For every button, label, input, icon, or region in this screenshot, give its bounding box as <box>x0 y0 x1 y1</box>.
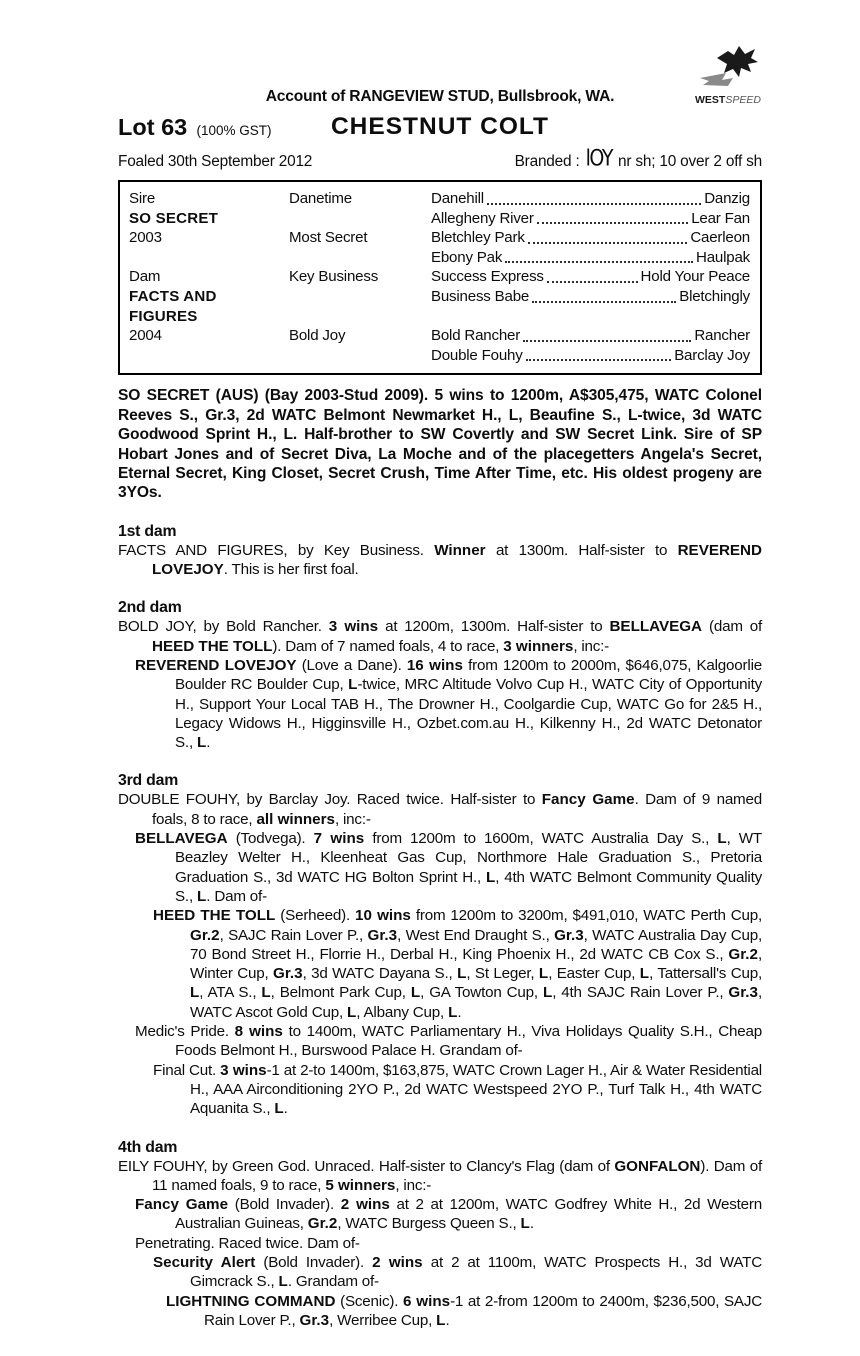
gp-sire: Hold Your Peace <box>640 268 750 286</box>
pedigree-grandparents <box>431 209 750 229</box>
gp-name: Success Express <box>431 268 544 286</box>
entry-medics-pride: Medic's Pride. 8 wins to 1400m, WATC Parliamentary H., Viva Holidays Quality S.H., Cheap Foods Belmont H., Burswood Palace H. Grandam of- <box>135 1023 762 1060</box>
pedigree-row <box>129 189 750 209</box>
gp-name: Bletchley Park <box>431 229 525 247</box>
section-heading-4th-dam: 4th dam <box>118 1138 178 1156</box>
entry-penetrating: Penetrating. Raced twice. Dam of- <box>135 1234 360 1252</box>
gp-sire: Lear Fan <box>691 209 750 227</box>
section-heading-1st-dam: 1st dam <box>118 522 177 540</box>
entry-final-cut: Final Cut. 3 wins-1 at 2-to 1400m, $163,875, WATC Crown Lager H., Air & Water Residential H., AAA Airconditioning 2YO P., 2d WATC Westspeed 2YO P., Turf Talk H., 4th WATC Aquanita S., L. <box>153 1061 762 1118</box>
pedigree-grandparents <box>431 287 750 307</box>
brand-mark: lOY <box>585 145 612 172</box>
leader-dots <box>537 222 688 224</box>
section-heading-3rd-dam: 3rd dam <box>118 772 179 790</box>
pedigree-row <box>129 228 750 248</box>
leader-dots <box>547 281 638 283</box>
entry-eily-fouhy: EILY FOUHY, by Green God. Unraced. Half-sister to Clancy's Flag (dam of GONFALON). Dam of 11 named foals, 9 to race, 5 winners, inc:- <box>118 1157 762 1194</box>
gp-name: Bold Rancher <box>431 327 521 345</box>
sire-name: SO SECRET <box>129 209 219 227</box>
gst-note: (100% GST) <box>196 123 272 138</box>
leader-dots <box>523 340 691 342</box>
logo-west-text: WEST <box>695 94 726 106</box>
pedigree-row <box>129 248 750 268</box>
gp-sire: Danzig <box>704 190 750 207</box>
foaled-branded-row <box>118 145 762 172</box>
leader-dots <box>487 203 701 205</box>
section-heading-2nd-dam: 2nd dam <box>118 599 182 617</box>
gp-name: Allegheny River <box>431 209 534 227</box>
pedigree-grandparents <box>431 346 750 366</box>
gp-name: Danehill <box>431 190 484 207</box>
branded-prefix: Branded : <box>514 153 580 170</box>
pedigree-parent: Most Secret <box>289 229 368 247</box>
pedigree-grandparents <box>431 326 750 346</box>
entry-reverend-lovejoy: REVEREND LOVEJOY (Love a Dane). 16 wins from 1200m to 2000m, $646,075, Kalgoorlie Boulder RC Boulder Cup, L-twice, MRC Altitude Volvo Cup H., WATC City of Opportunity H., Support Your Local TAB H., The Drowner H., Coolgardie Cup, WATC Go for 2&5 H., Legacy Widows H., Higginsville H., Ozbet.com.au H., Kilkenny H., 2d WATC Detonator S., L. <box>135 656 762 752</box>
entry-lightning-command: LIGHTNING COMMAND (Scenic). 6 wins-1 at 2-from 1200m to 2400m, $236,500, SAJC Rain Lover P., Gr.3, Werribee Cup, L. <box>166 1292 762 1329</box>
pedigree-row <box>129 287 750 326</box>
pedigree-parent: Bold Joy <box>289 327 346 345</box>
entry-facts-and-figures: FACTS AND FIGURES, by Key Business. Winner at 1300m. Half-sister to REVEREND LOVEJOY. This is her first foal. <box>118 541 762 579</box>
dam-year: 2004 <box>129 327 162 345</box>
leader-dots <box>528 242 688 244</box>
entry-double-fouhy: DOUBLE FOUHY, by Barclay Joy. Raced twice. Half-sister to Fancy Game. Dam of 9 named foals, 8 to race, all winners, inc:- <box>118 791 763 828</box>
sire-year: 2003 <box>129 229 162 247</box>
lot-number: Lot 63 <box>118 114 188 140</box>
pedigree-row <box>129 267 750 287</box>
horse-title: CHESTNUT COLT <box>330 113 550 140</box>
dam-name: FACTS AND FIGURES <box>129 287 217 325</box>
pedigree-grandparents <box>431 228 750 248</box>
section-3rd-dam <box>118 771 762 1118</box>
pedigree-row <box>129 326 750 346</box>
page-content <box>118 88 762 1330</box>
account-line: Account of RANGEVIEW STUD, Bullsbrook, WA. <box>265 88 615 105</box>
logo-speed-text: SPEED <box>725 94 761 106</box>
pedigree-row <box>129 209 750 229</box>
foaled-date: Foaled 30th September 2012 <box>118 153 313 170</box>
gp-name: Ebony Pak <box>431 248 503 266</box>
pedigree-grandparents <box>431 267 750 287</box>
leader-dots <box>526 359 672 361</box>
gp-sire: Rancher <box>694 327 750 345</box>
gp-sire: Caerleon <box>690 229 750 247</box>
gp-name: Business Babe <box>431 287 530 305</box>
pedigree-table <box>118 180 762 375</box>
sire-summary: SO SECRET (AUS) (Bay 2003-Stud 2009). 5 wins to 1200m, A$305,475, WATC Colonel Reeves S., Gr.3, 2d WATC Belmont Newmarket H., L, Beaufine S., L-twice, 3d WATC Goodwood Sprint H., L. Half-brother to SW Covertly and SW Secret Link. Sire of SP Hobart Jones and of Secret Diva, La Moche and of the placegetters Angela's Secret, Eternal Secret, King Closet, Secret Crush, Time After Time, etc. His oldest progeny are 3YOs. <box>118 387 762 502</box>
pedigree-grandparents <box>431 248 750 268</box>
pedigree-role: Sire <box>129 190 156 207</box>
westspeed-emblem-icon <box>695 42 761 94</box>
gp-sire: Haulpak <box>696 248 750 266</box>
lot-header-row <box>118 109 762 143</box>
section-1st-dam <box>118 522 762 580</box>
pedigree-parent: Key Business <box>289 268 379 286</box>
branded-suffix: nr sh; 10 over 2 off sh <box>618 153 762 170</box>
gp-sire: Barclay Joy <box>674 346 750 364</box>
entry-bellavega: BELLAVEGA (Todvega). 7 wins from 1200m to 1600m, WATC Australia Day S., L, WT Beazley Welter H., Kleenheat Gas Cup, Northmore Hale Graduation S., Pretoria Graduation S., 3d WATC HG Bolton Sprint H., L, 4th WATC Belmont Community Quality S., L. Dam of- <box>135 830 762 905</box>
pedigree-row <box>129 346 750 366</box>
leader-dots <box>532 301 676 303</box>
section-4th-dam <box>118 1138 762 1331</box>
branded-info <box>514 145 762 172</box>
gp-name: Double Fouhy <box>431 346 523 364</box>
entry-fancy-game: Fancy Game (Bold Invader). 2 wins at 2 at 1200m, WATC Godfrey White H., 2d Western Australian Guineas, Gr.2, WATC Burgess Queen S., L. <box>135 1196 762 1233</box>
gp-sire: Bletchingly <box>679 287 750 305</box>
pedigree-parent: Danetime <box>289 190 352 207</box>
entry-security-alert: Security Alert (Bold Invader). 2 wins at 2 at 1100m, WATC Prospects H., 3d WATC Gimcrack S., L. Grandam of- <box>153 1253 762 1291</box>
pedigree-grandparents <box>431 189 750 209</box>
entry-bold-joy: BOLD JOY, by Bold Rancher. 3 wins at 1200m, 1300m. Half-sister to BELLAVEGA (dam of HEED THE TOLL). Dam of 7 named foals, 4 to race, 3 winners, inc:- <box>118 618 762 655</box>
pedigree-role: Dam <box>129 268 161 286</box>
section-2nd-dam <box>118 598 762 752</box>
entry-heed-the-toll: HEED THE TOLL (Serheed). 10 wins from 1200m to 3200m, $491,010, WATC Perth Cup, Gr.2, SAJC Rain Lover P., Gr.3, West End Draught S., Gr.3, WATC Australia Day Cup, 70 Bond Street H., Florrie H., Derbal H., King Phoenix H., 2d WATC CB Cox S., Gr.2, Winter Cup, Gr.3, 3d WATC Dayana S., L, St Leger, L, Easter Cup, L, Tattersall's Cup, L, ATA S., L, Belmont Park Cup, L, GA Towton Cup, L, 4th SAJC Rain Lover P., Gr.3, WATC Ascot Gold Cup, L, Albany Cup, L. <box>153 907 763 1021</box>
leader-dots <box>505 261 693 263</box>
